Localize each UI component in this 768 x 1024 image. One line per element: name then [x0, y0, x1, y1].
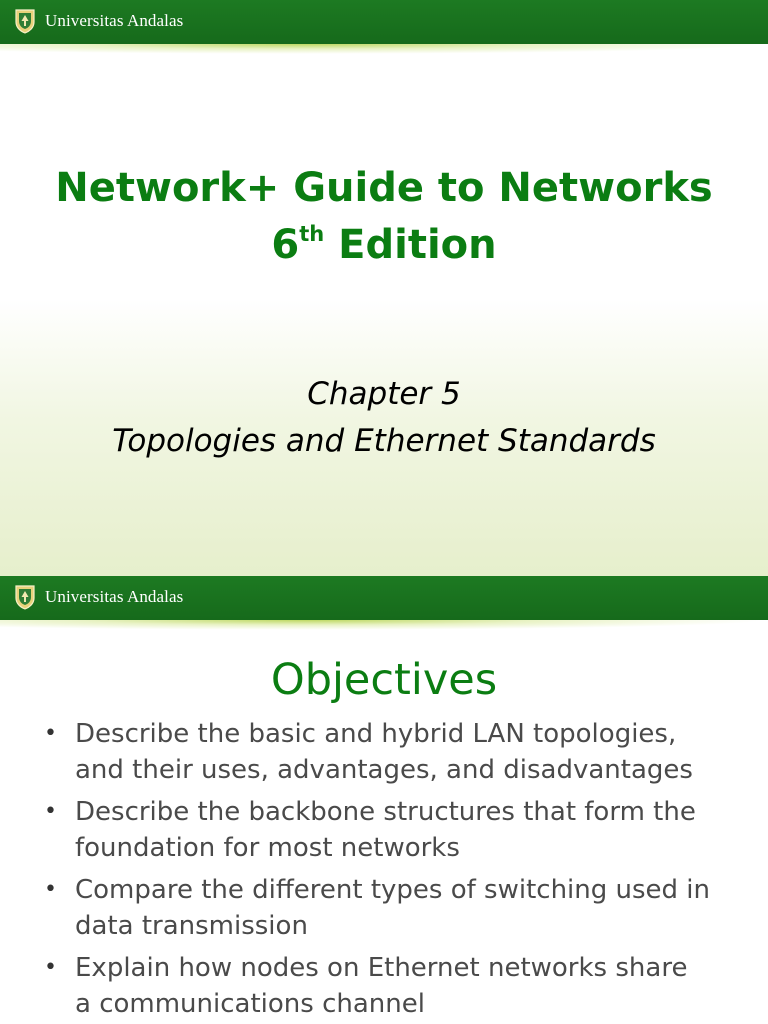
bullet-text-line: foundation for most networks — [75, 833, 460, 863]
list-item — [0, 872, 768, 944]
header-glow — [0, 44, 768, 54]
presentation-title: Network+ Guide to Networks — [55, 165, 713, 211]
header-glow — [0, 620, 768, 630]
header-bar — [0, 576, 768, 620]
chapter-label: Chapter 5 — [307, 376, 461, 412]
chapter-title: Topologies and Ethernet Standards — [112, 423, 656, 459]
edition-suffix: th — [299, 222, 325, 246]
edition-word: Edition — [338, 222, 497, 268]
bullet-text-line: Explain how nodes on Ethernet networks share — [75, 953, 688, 983]
edition-title — [0, 217, 768, 280]
list-item — [0, 950, 768, 1022]
bullet-icon: • — [44, 799, 57, 824]
edition-number: 6 — [271, 222, 300, 268]
bullet-icon: • — [44, 955, 57, 980]
bullet-text-line: Describe the backbone structures that form the — [75, 797, 696, 827]
university-name: Universitas Andalas — [45, 11, 184, 30]
list-item — [0, 794, 768, 866]
bullet-text-line: Compare the different types of switching used in — [75, 875, 711, 905]
bullet-text-line: Describe the basic and hybrid LAN topologies, — [75, 719, 677, 749]
bullet-text-line: data transmission — [75, 911, 308, 941]
bullet-icon: • — [44, 721, 57, 746]
header-bar — [0, 0, 768, 44]
bullet-icon: • — [44, 877, 57, 902]
bullet-text-line: a communications channel — [75, 989, 425, 1019]
university-crest-icon — [14, 8, 36, 34]
bullet-text-line: and their uses, advantages, and disadvantages — [75, 755, 693, 785]
list-item — [0, 716, 768, 788]
university-name: Universitas Andalas — [45, 587, 184, 606]
objectives-list — [0, 716, 768, 1024]
university-crest-icon — [14, 584, 36, 610]
objectives-slide — [0, 576, 768, 1024]
objectives-heading: Objectives — [270, 655, 498, 705]
